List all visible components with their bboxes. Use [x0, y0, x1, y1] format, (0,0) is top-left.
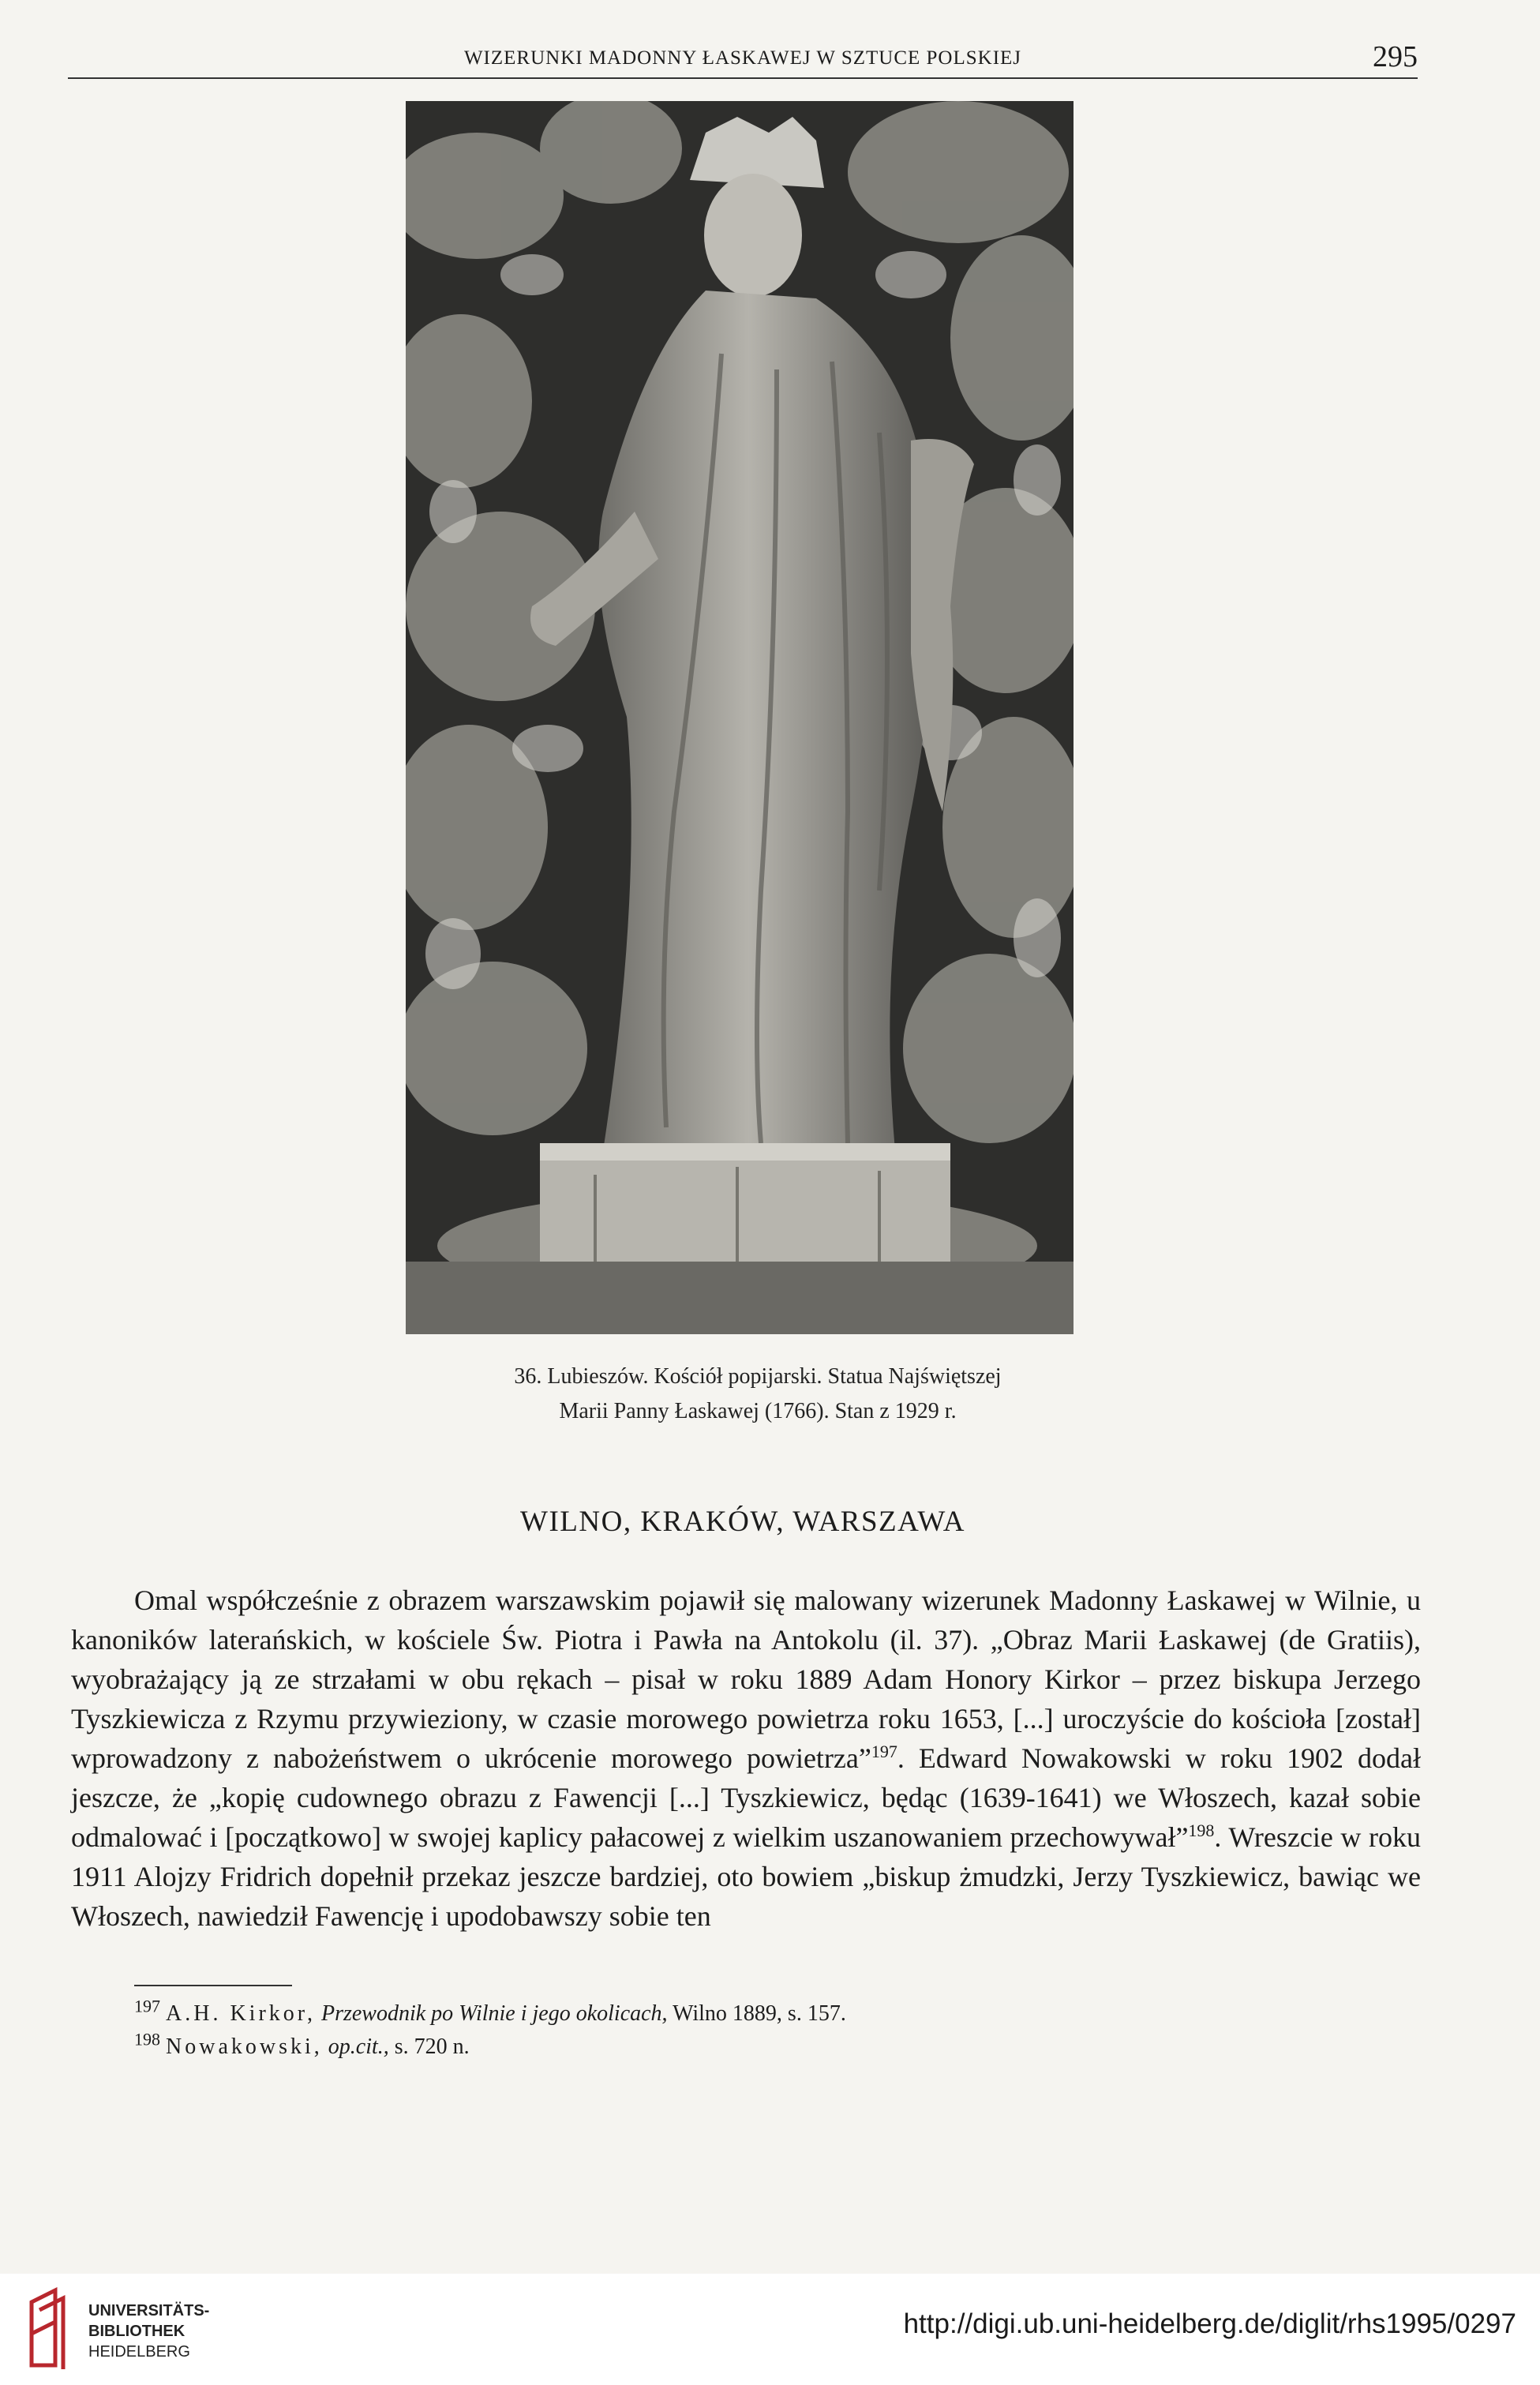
figure-caption [379, 1359, 1137, 1429]
caption-line: 36. Lubieszów. Kościół popijarski. Statua Najświętszej [514, 1364, 1002, 1389]
footnote [134, 1997, 1397, 2031]
library-logo[interactable] [24, 2286, 260, 2373]
section-heading: WILNO, KRAKÓW, WARSZAWA [520, 1506, 965, 1538]
running-head [68, 40, 1418, 79]
body-paragraph [71, 1581, 1421, 1936]
running-title: WIZERUNKI MADONNY ŁASKAWEJ W SZTUCE POLSKIEJ [463, 47, 1022, 69]
footnotes [134, 1997, 1397, 2064]
statue-photo-illustration [406, 101, 1074, 1334]
footnote-title: op.cit., [328, 2034, 389, 2059]
digital-library-footer [0, 2274, 1540, 2385]
page-number: 295 [1373, 40, 1418, 73]
paragraph-text: . Edward Nowakowski w roku 1902 dodał jeszcze, że „kopię cudownego obrazu z Fawencji [...] Tyszkiewicz, będąc (1639-1641) we Włoszech, kazał sobie odmalować i [początkowo] w swojej kaplicy pałacowej z wielkim uszanowaniem przechowywał” [71, 1742, 1421, 1853]
footnote-title: Przewodnik po Wilnie i jego okolicach, [320, 2001, 668, 2026]
caption-line: Marii Panny Łaskawej (1766). Stan z 1929 r. [559, 1399, 957, 1423]
footnote-reference: 198 [1188, 1821, 1215, 1840]
library-name-line: UNIVERSITÄTS- [88, 2302, 210, 2319]
footnote [134, 2031, 1397, 2064]
library-name-line: BIBLIOTHEK [88, 2323, 185, 2340]
footnote-details: Wilno 1889, s. 157. [673, 2001, 846, 2026]
paragraph-text: . Wreszcie w roku 1911 Alojzy Fridrich dopełnił przekaz jeszcze bardziej, oto bowiem „biskup żmudzki, Jerzy Tyszkiewicz, bawiąc we Włoszech, nawiedził Fawencję i upodobawszy sobie ten [71, 1821, 1421, 1932]
footnote-number: 197 [134, 1996, 160, 2016]
library-logo-icon [24, 2286, 79, 2373]
footnote-reference: 197 [871, 1742, 897, 1761]
footnote-author: Nowakowski, [166, 2034, 323, 2059]
permalink-url[interactable]: http://digi.ub.uni-heidelberg.de/diglit/rhs1995/0297 [903, 2308, 1516, 2339]
library-name-line: HEIDELBERG [88, 2343, 190, 2361]
paragraph-text: Omal współcześnie z obrazem warszawskim pojawił się malowany wizerunek Madonny Łaskawej w Wilnie, u kanoników laterańskich, w kościele Św. Piotra i Pawła na Antokolu (il. 37). „Obraz Marii Łaskawej (de Gratiis), wyobrażający ją ze strzałami w obu rękach – pisał w roku 1889 Adam Honory Kirkor – przez biskupa Jerzego Tyszkiewicza z Rzymu przywieziony, w czasie morowego powietrza roku 1653, [...] uroczyście do kościoła [został] wprowadzony z nabożeństwem o ukrócenie morowego powietrza” [71, 1584, 1421, 1774]
footnote-number: 198 [134, 2029, 160, 2049]
footnote-divider [134, 1985, 292, 1986]
statue-photograph [406, 101, 1074, 1334]
library-name [88, 2301, 209, 2362]
footnote-author: A.H. Kirkor, [166, 2001, 316, 2026]
footnote-details: s. 720 n. [394, 2034, 470, 2059]
